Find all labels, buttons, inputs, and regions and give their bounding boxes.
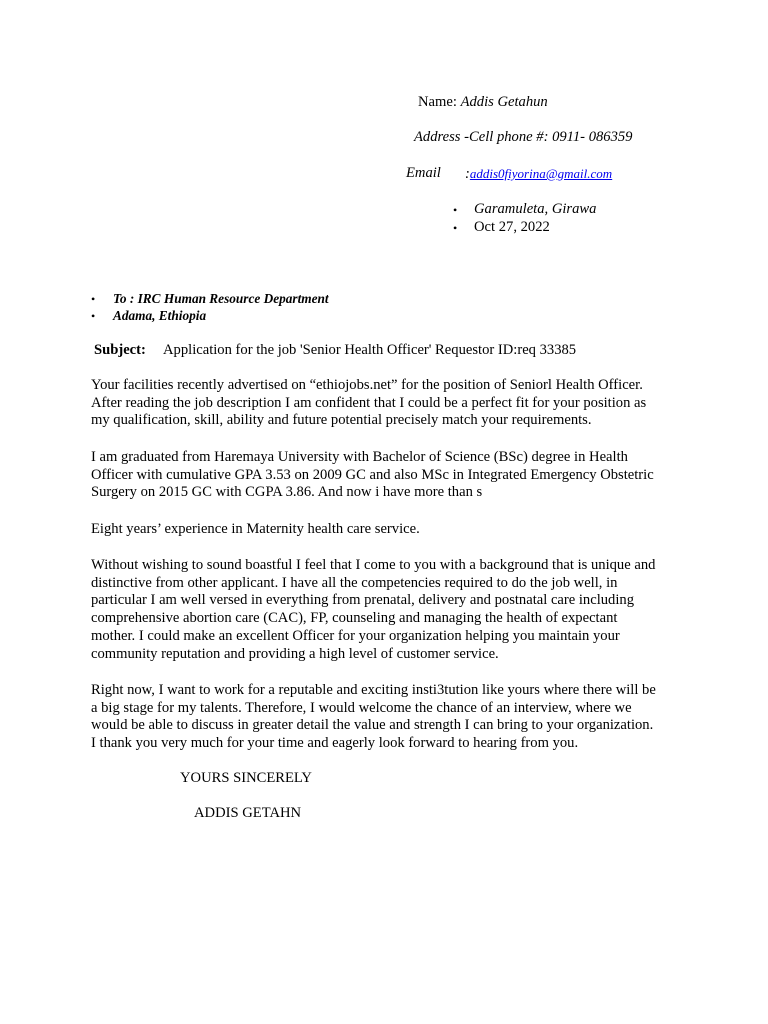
subject-text: Application for the job 'Senior Health Officer' Requestor ID:req 33385: [163, 342, 577, 358]
letter-date: Oct 27, 2022: [474, 219, 550, 235]
recipient-location: Adama, Ethiopia: [113, 308, 207, 323]
bullet-icon: •: [91, 309, 96, 323]
paragraph-line: I am graduated from Haremaya University with Bachelor of Science (BSc) degree in Health: [91, 449, 628, 465]
email-label: Email: [406, 165, 441, 181]
sender-name: Addis Getahun: [460, 94, 548, 110]
paragraph-line: mother. I could make an excellent Officer for your organization helping you maintain your: [91, 627, 620, 644]
paragraph-line: Right now, I want to work for a reputable and exciting insti3tution like yours where there will be: [91, 682, 656, 698]
paragraph-line: Without wishing to sound boastful I feel that I come to you with a background that is unique and: [91, 557, 656, 573]
paragraph-line: After reading the job description I am confident that I could be a perfect fit for your position as: [91, 394, 647, 411]
email-line: [465, 165, 612, 184]
paragraph-line: comprehensive abortion care (CAC), FP, counseling and managing the health of expectant: [91, 610, 618, 627]
sender-address-line: Address -Cell phone #: 0911- 086359: [414, 129, 633, 145]
paragraph-line: Your facilities recently advertised on “ethiojobs.net” for the position of Seniorl Health Officer.: [91, 377, 643, 393]
paragraph-line: distinctive from other applicant. I have all the competencies required to do the job well, in: [91, 574, 618, 591]
subject-label: Subject:: [94, 342, 146, 358]
email-colon: :: [465, 166, 470, 182]
bullet-icon: •: [453, 203, 458, 217]
paragraph-line: Eight years’ experience in Maternity health care service.: [91, 521, 420, 537]
paragraph-1: [91, 377, 691, 430]
sender-name-line: [418, 94, 548, 112]
paragraph-line: community reputation and providing a high level of customer service.: [91, 645, 499, 662]
bullet-icon: •: [91, 292, 96, 306]
name-label: Name:: [418, 94, 461, 110]
paragraph-3: [91, 521, 691, 539]
paragraph-4: [91, 557, 691, 663]
paragraph-line: particular I am well versed in everything from prenatal, delivery and postnatal care including: [91, 592, 635, 609]
sender-location: Garamuleta, Girawa: [474, 201, 597, 217]
paragraph-line: I thank you very much for your time and eagerly look forward to hearing from you.: [91, 735, 579, 752]
paragraph-line: Surgery on 2015 GC with CGPA 3.86. And now i have more than s: [91, 484, 483, 501]
paragraph-2: [91, 449, 691, 502]
paragraph-line: Officer with cumulative GPA 3.53 on 2009 GC and also MSc in Integrated Emergency Obstetric: [91, 466, 654, 483]
paragraph-line: my qualification, skill, ability and future potential precisely match your requirements.: [91, 412, 592, 429]
bullet-icon: •: [453, 221, 458, 235]
sign-off: YOURS SINCERELY: [180, 770, 312, 786]
recipient-department: To : IRC Human Resource Department: [113, 291, 329, 306]
paragraph-5: [91, 682, 691, 753]
paragraph-line: would be able to discuss in greater detail the value and strength I can bring to your organization.: [91, 717, 654, 734]
signature-name: ADDIS GETAHN: [194, 805, 302, 821]
email-link[interactable]: addis0fiyorina@gmail.com: [469, 166, 613, 181]
paragraph-line: a big stage for my talents. Therefore, I would welcome the chance of an interview, where we: [91, 699, 632, 716]
